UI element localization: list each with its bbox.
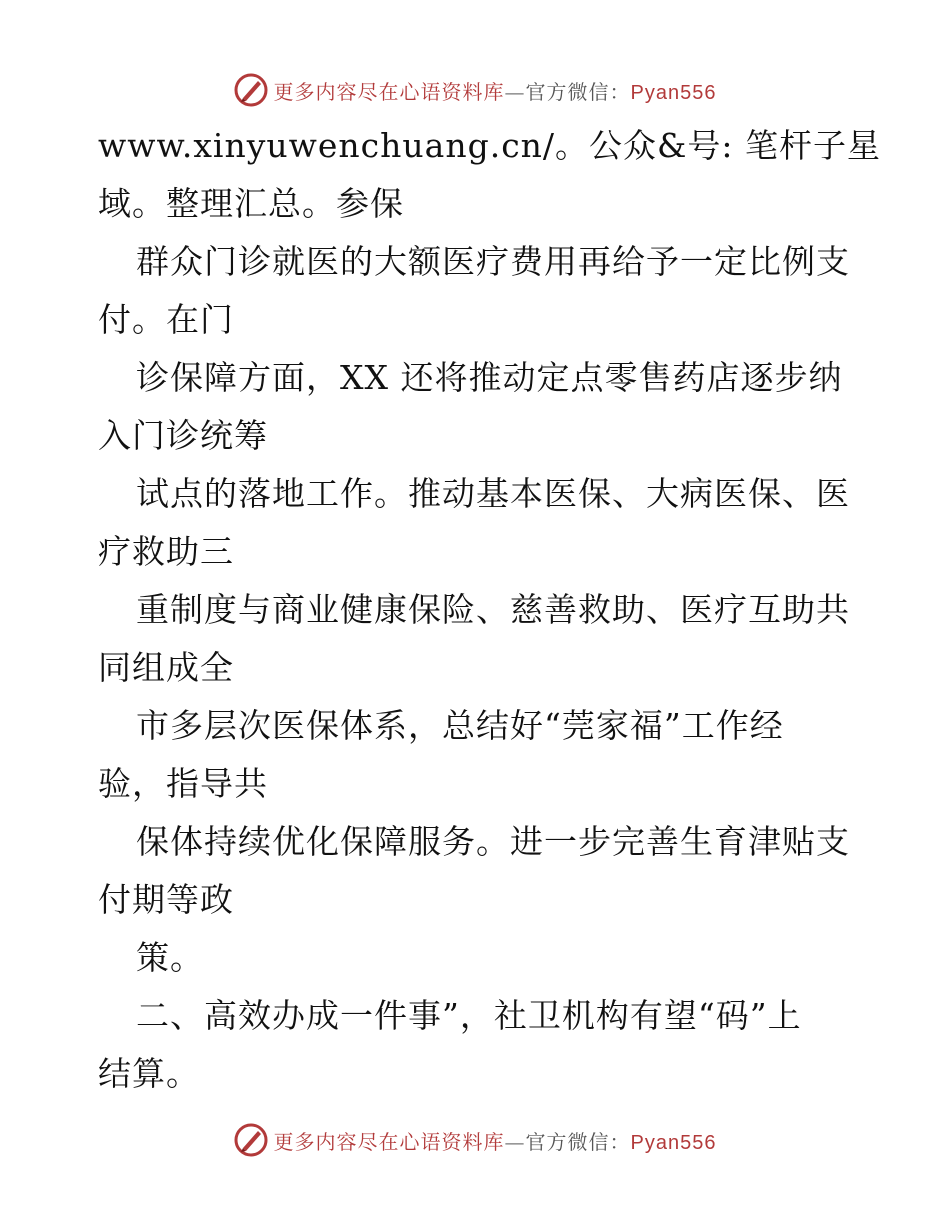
text-line-17: 结算。 bbox=[98, 1054, 200, 1093]
banner-wechat-label: 官方微信： bbox=[525, 79, 631, 104]
banner-account: Pyan556 bbox=[630, 81, 717, 104]
section-heading-2: 二、高效办成一件事”，社卫机构有望“码”上 bbox=[136, 996, 802, 1035]
text-line-5: 诊保障方面，XX 还将推动定点零售药店逐步纳 bbox=[136, 358, 843, 397]
text-line-10: 同组成全 bbox=[98, 648, 234, 687]
banner-main-text: 更多内容尽在心语资料库 bbox=[273, 79, 505, 104]
text-line-9: 重制度与商业健康保险、慈善救助、医疗互助共 bbox=[136, 590, 850, 629]
banner-wechat-label: 官方微信： bbox=[525, 1129, 631, 1154]
document-body bbox=[98, 117, 882, 1103]
header-watermark-banner bbox=[0, 70, 950, 110]
text-line-13: 保体持续优化保障服务。进一步完善生育津贴支 bbox=[136, 822, 850, 861]
text-line-11: 市多层次医保体系，总结好“莞家福”工作经 bbox=[136, 706, 784, 745]
text-line-3: 群众门诊就医的大额医疗费用再给予一定比例支 bbox=[136, 242, 850, 281]
banner-main-text: 更多内容尽在心语资料库 bbox=[273, 1129, 505, 1154]
text-line-12: 验，指导共 bbox=[98, 764, 268, 803]
text-line-8: 疗救助三 bbox=[98, 532, 234, 571]
banner-dash: — bbox=[504, 79, 526, 104]
text-line-2: 域。整理汇总。参保 bbox=[98, 184, 404, 223]
text-line-14: 付期等政 bbox=[98, 880, 234, 919]
banner-text bbox=[274, 76, 717, 105]
banner-text bbox=[274, 1126, 717, 1155]
footer-watermark-banner bbox=[0, 1120, 950, 1160]
banner-account: Pyan556 bbox=[630, 1131, 717, 1154]
pen-logo-icon bbox=[234, 1123, 268, 1157]
text-line-15: 策。 bbox=[136, 938, 204, 977]
banner-dash: — bbox=[504, 1129, 526, 1154]
text-line-4: 付。在门 bbox=[98, 300, 234, 339]
text-line-6: 入门诊统筹 bbox=[98, 416, 268, 455]
text-line-1: www.xinyuwenchuang.cn/。公众&号: 笔杆子星 bbox=[98, 126, 882, 165]
text-line-7: 试点的落地工作。推动基本医保、大病医保、医 bbox=[136, 474, 850, 513]
pen-logo-icon bbox=[234, 73, 268, 107]
